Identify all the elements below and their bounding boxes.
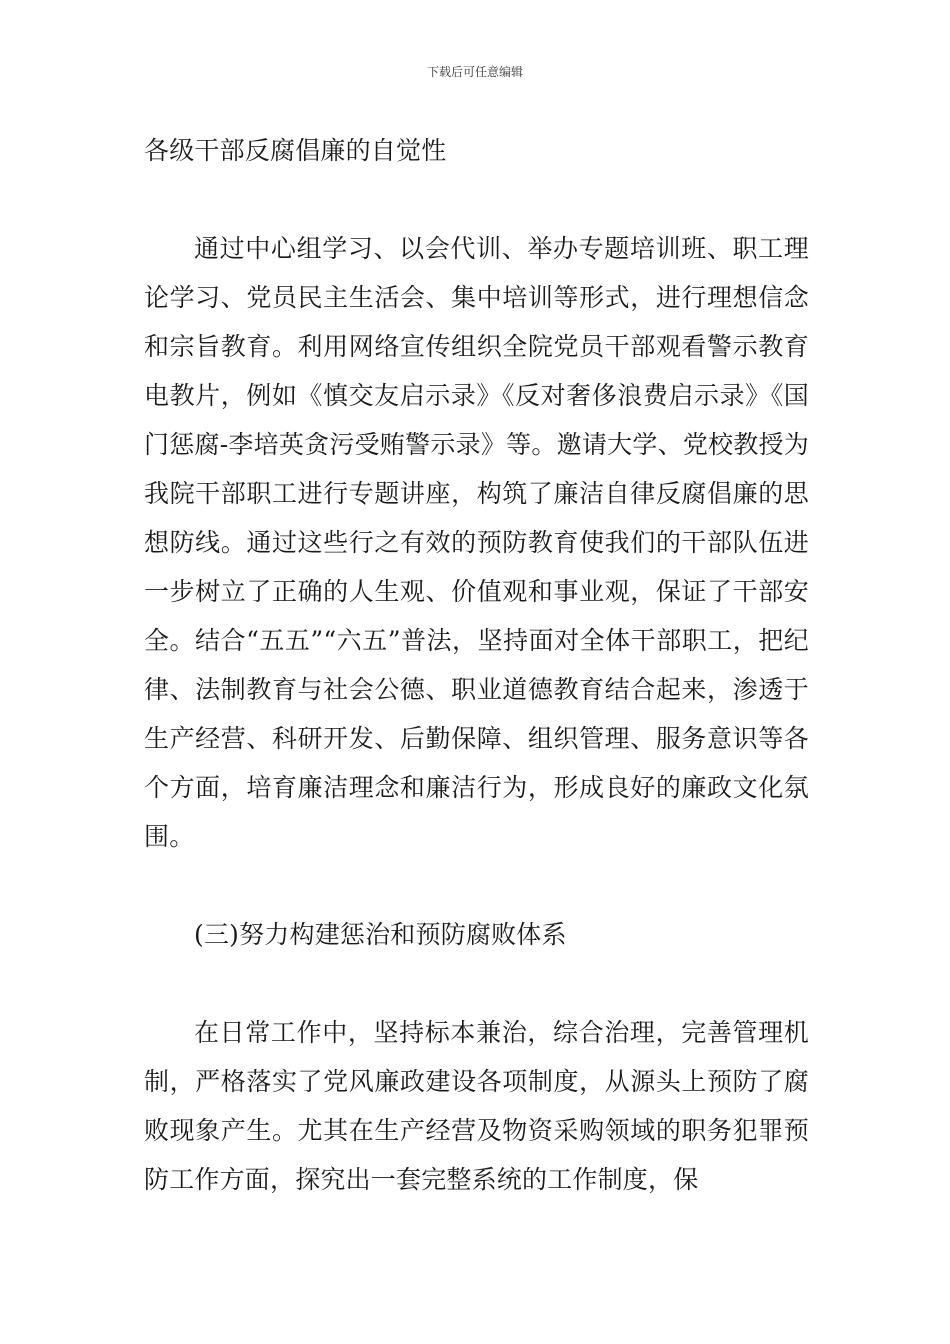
document-body (144, 126, 809, 1204)
paragraph-gap (144, 861, 809, 910)
paragraph-gap (144, 175, 809, 224)
paragraph-education: 通过中心组学习、以会代训、举办专题培训班、职工理论学习、党员民主生活会、集中培训等形式，进行理想信念和宗旨教育。利用网络宣传组织全院党员干部观看警示教育电教片，例如《慎交友启示录》《反对奢侈浪费启示录》《国门惩腐-李培英贪污受贿警示录》等。邀请大学、党校教授为我院干部职工进行专题讲座，构筑了廉洁自律反腐倡廉的思想防线。通过这些行之有效的预防教育使我们的干部队伍进一步树立了正确的人生观、价值观和事业观，保证了干部安全。结合“五五”“六五”普法，坚持面对全体干部职工，把纪律、法制教育与社会公德、职业道德教育结合起来，渗透于生产经营、科研开发、后勤保障、组织管理、服务意识等各个方面，培育廉洁理念和廉洁行为，形成良好的廉政文化氛围。 (144, 234, 809, 851)
continued-paragraph: 各级干部反腐倡廉的自觉性 (144, 136, 447, 165)
section-heading: (三)努力构建惩治和预防腐败体系 (194, 920, 567, 949)
page-header: 下载后可任意编辑 (426, 65, 523, 79)
paragraph-daily-work: 在日常工作中，坚持标本兼治，综合治理，完善管理机制，严格落实了党风廉政建设各项制度，从源头上预防了腐败现象产生。尤其在生产经营及物资采购领域的职务犯罪预防工作方面，探究出一套完整系统的工作制度，保 (144, 1018, 809, 1194)
paragraph-gap (144, 959, 809, 1008)
